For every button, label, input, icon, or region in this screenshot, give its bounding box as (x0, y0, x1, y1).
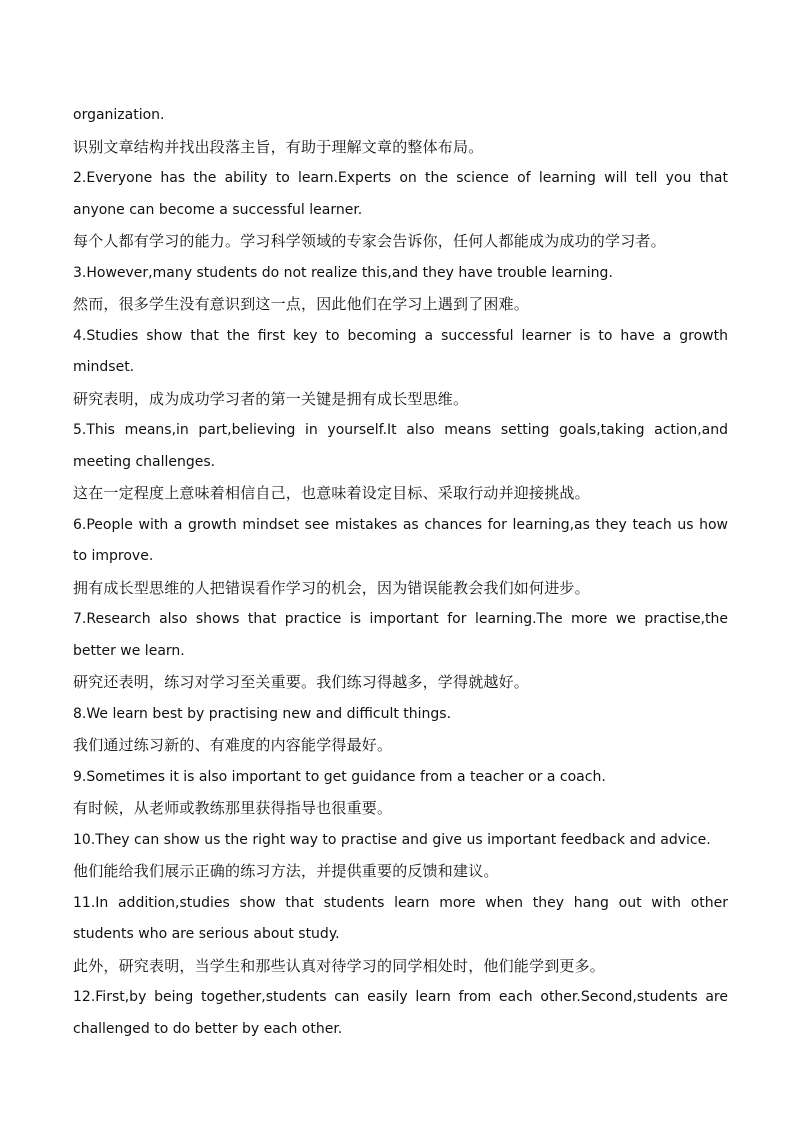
paragraph-6-chinese: 拥有成长型思维的人把错误看作学习的机会，因为错误能教会我们如何进步。 (73, 578, 590, 597)
paragraph-7-english: 7.Research also shows that practice is important for learning.The more we practise,the better we learn. (73, 611, 728, 659)
paragraph-8-chinese: 我们通过练习新的、有难度的内容能学得最好。 (73, 736, 393, 754)
paragraph-8-english: 8.We learn best by practising new and difficult things. (73, 705, 452, 722)
paragraph-11-chinese: 此外，研究表明，当学生和那些认真对待学习的同学相处时，他们能学到更多。 (73, 956, 606, 975)
paragraph-11-english: 11.In addition,studies show that students learn more when they hang out with other students who are serious about study. (73, 894, 728, 942)
paragraph-3-chinese: 然而，很多学生没有意识到这一点，因此他们在学习上遇到了困难。 (73, 295, 530, 313)
paragraph-5-english: 5.This means,in part,believing in yourself.It also means setting goals,taking action,and meeting challenges. (73, 422, 728, 470)
paragraph-4-english: 4.Studies show that the first key to becoming a successful learner is to have a growth mindset. (73, 327, 728, 375)
paragraph-1-chinese: 识别文章结构并找出段落主旨，有助于理解文章的整体布局。 (73, 137, 484, 156)
paragraph-10-english: 10.They can show us the right way to practise and give us important feedback and advice. (73, 831, 711, 848)
paragraph-9-chinese: 有时候，从老师或教练那里获得指导也很重要。 (73, 799, 393, 817)
paragraph-7-chinese: 研究还表明，练习对学习至关重要。我们练习得越多，学得就越好。 (73, 673, 530, 691)
paragraph-6-english: 6.People with a growth mindset see mistakes as chances for learning,as they teach us how to improve. (73, 516, 728, 564)
paragraph-4-chinese: 研究表明，成为成功学习者的第一关键是拥有成长型思维。 (73, 389, 469, 408)
paragraph-10-chinese: 他们能给我们展示正确的练习方法，并提供重要的反馈和建议。 (73, 862, 499, 880)
paragraph-2-english: 2.Everyone has the ability to learn.Experts on the science of learning will tell you that anyone can become a successful learner. (73, 170, 728, 218)
paragraph-1-english: organization. (73, 107, 165, 123)
paragraph-5-chinese: 这在一定程度上意味着相信自己，也意味着设定目标、采取行动并迎接挑战。 (73, 484, 590, 502)
paragraph-2-chinese: 每个人都有学习的能力。学习科学领域的专家会告诉你，任何人都能成为成功的学习者。 (73, 232, 666, 250)
paragraph-12-english: 12.First,by being together,students can easily learn from each other.Second,students are challenged to do better by each other. (73, 989, 728, 1037)
paragraph-9-english: 9.Sometimes it is also important to get guidance from a teacher or a coach. (73, 768, 606, 785)
document-body (73, 100, 728, 1045)
paragraph-3-english: 3.However,many students do not realize this,and they have trouble learning. (73, 264, 613, 281)
